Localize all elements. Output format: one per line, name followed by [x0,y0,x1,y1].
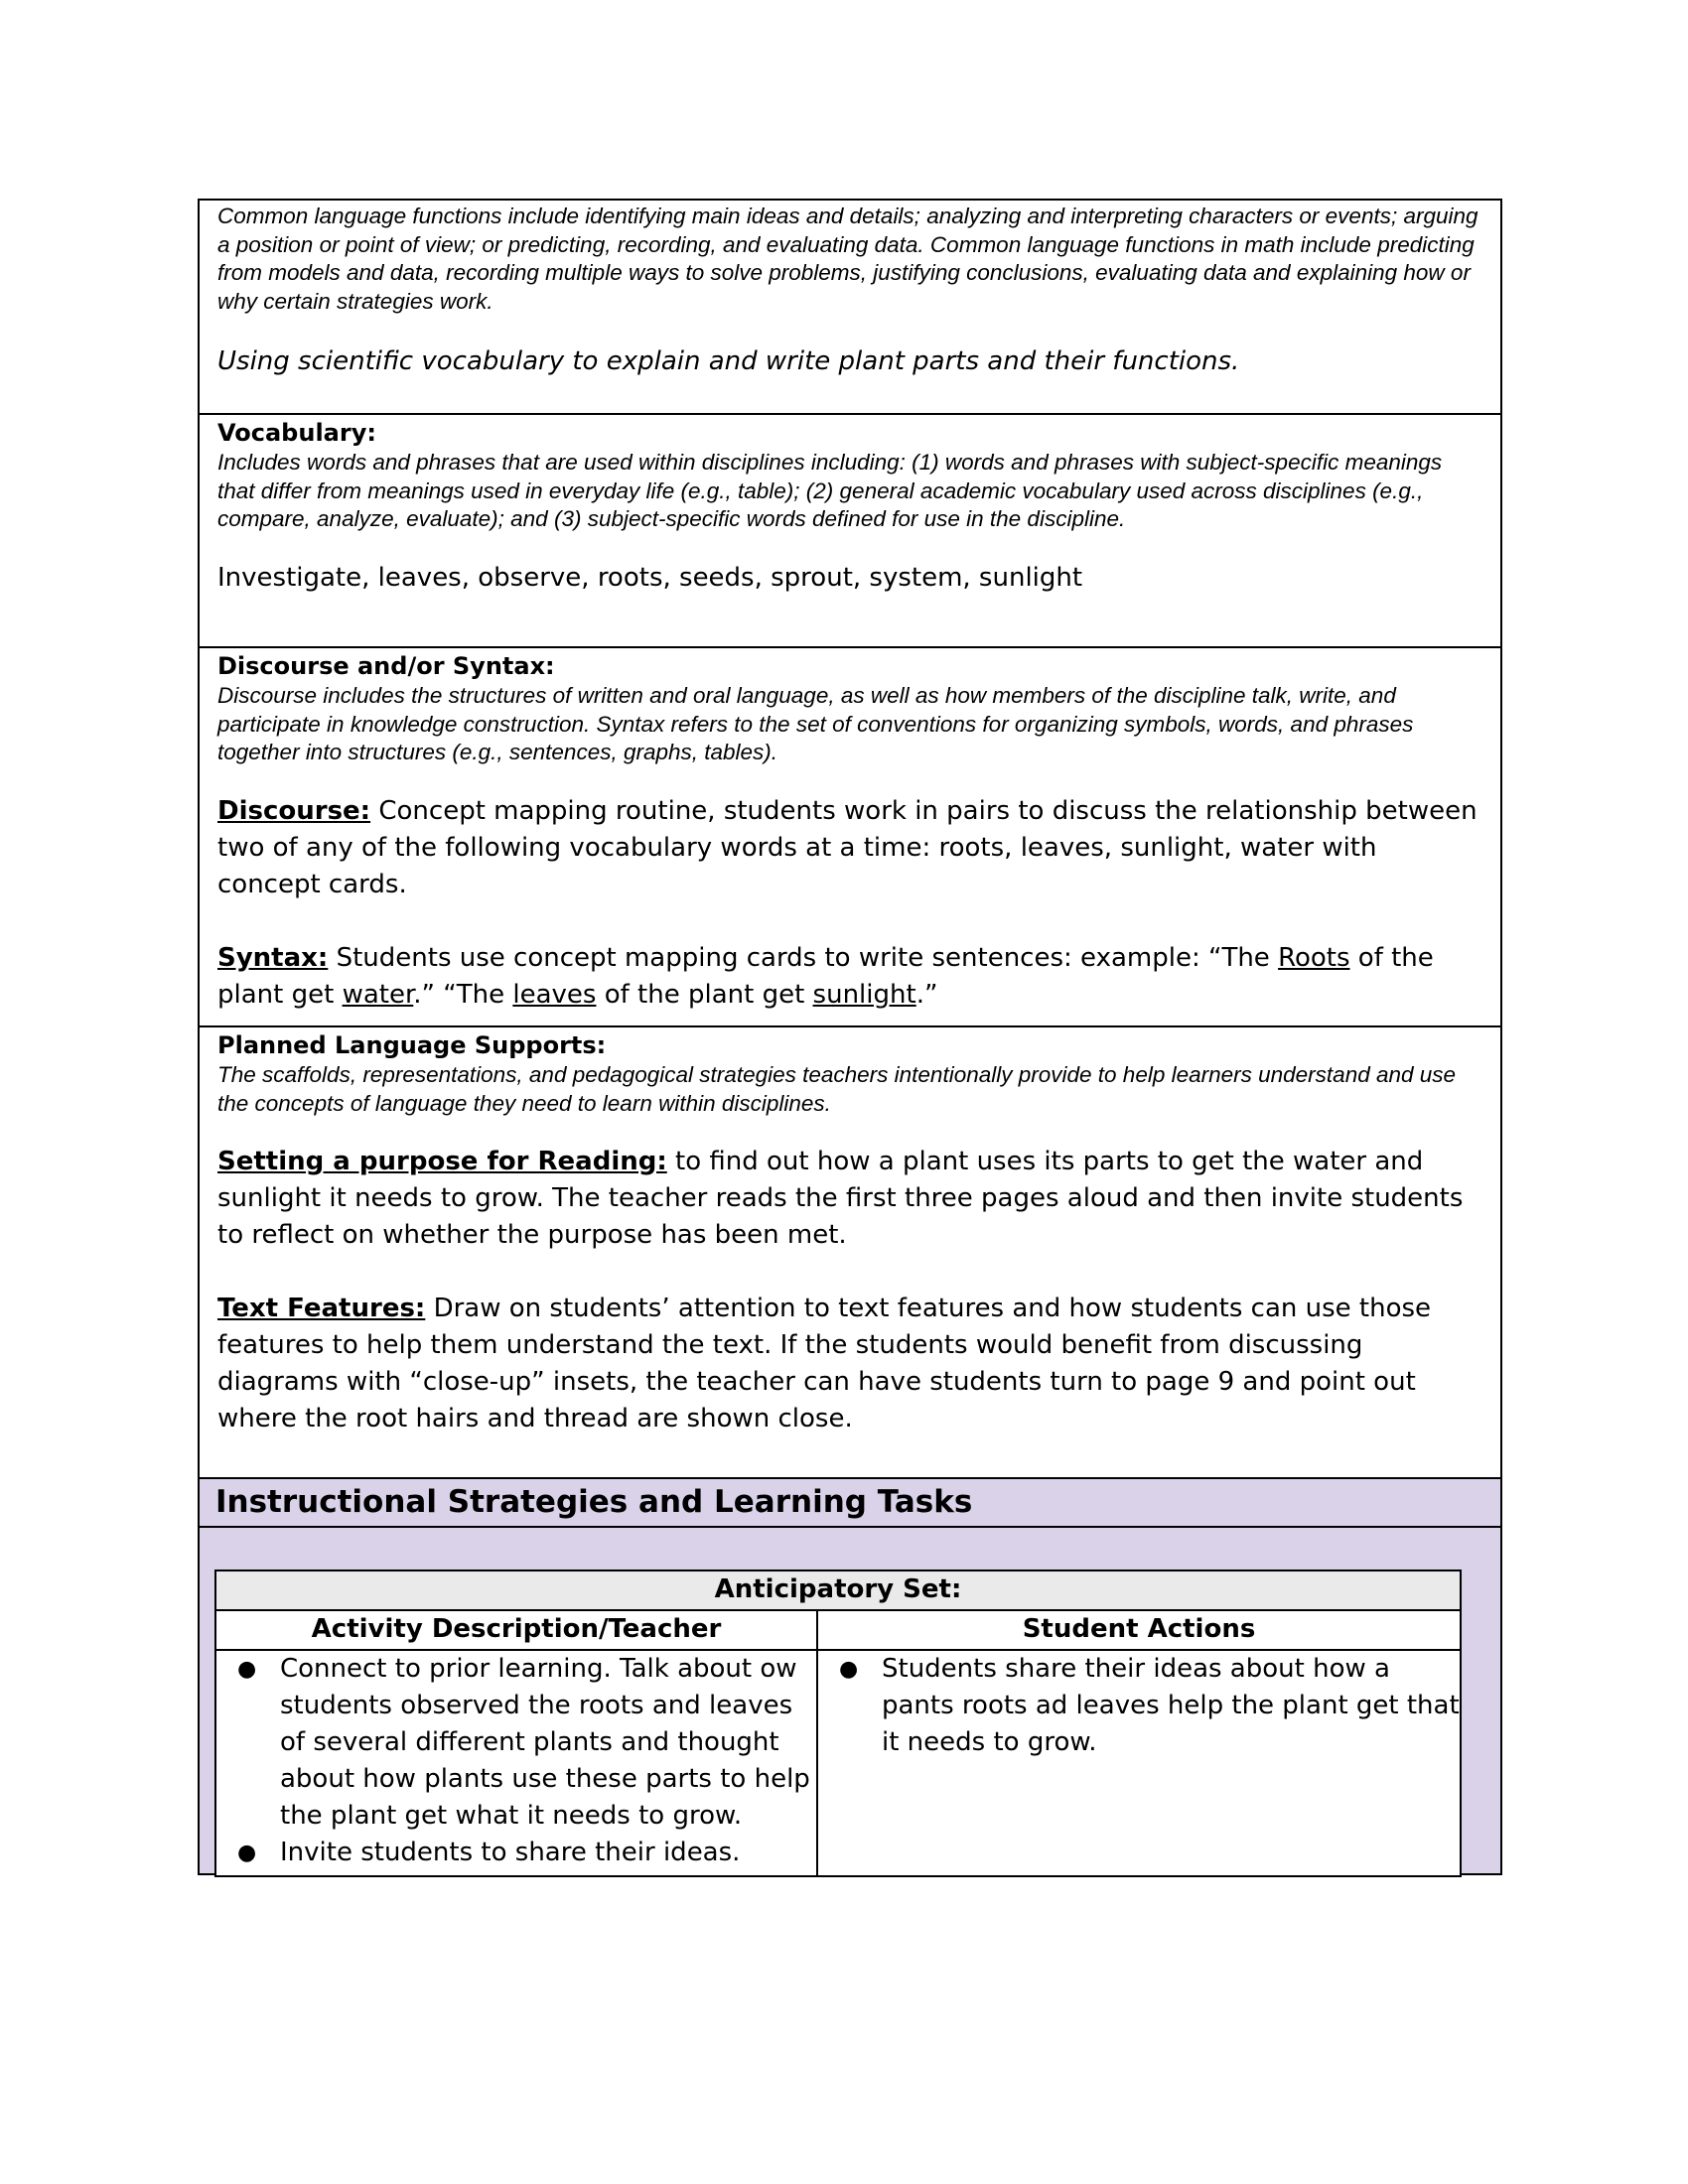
syntax-word-water: water [342,979,414,1010]
discourse-syntax-help: Discourse includes the structures of written and oral language, as well as how members of the discipline talk, write, and participate in knowledge construction. Syntax refers to the set of conventions for organizing symbols, words, and phrases together into structures (e.g., sentences, graphs, tables). [217,683,1414,764]
language-function-help: Common language functions include identifying main ideas and details; analyzing and interpreting characters or events; arguing a position or point of view; or predicting, recording, and evaluating data. Common language functions in math include predicting from models and data, recording multiple ways to solve problems, justifying conclusions, evaluating data and explaining how or why certain strategies work. [217,204,1478,314]
discourse-syntax-title: Discourse and/or Syntax: [217,652,555,680]
syntax-text-5: .” [915,979,938,1010]
syntax-label: Syntax: [217,942,329,973]
language-function-section [200,201,1500,415]
anticipatory-set-caption: Anticipatory Set: [215,1570,1461,1610]
teacher-activity-list [216,1651,816,1871]
text-features-paragraph [217,1291,1482,1437]
lesson-plan-frame [198,199,1502,1875]
instructional-strategies-header [200,1479,1500,1528]
language-supports-title: Planned Language Supports: [217,1031,607,1059]
vocabulary-section [200,415,1500,648]
teacher-column-header: Activity Description/Teacher [215,1610,817,1650]
discourse-syntax-section [200,648,1500,1027]
student-actions-cell [817,1650,1461,1876]
syntax-text-2: of the plant get [217,942,1434,1010]
syntax-text-3: .” “The [413,979,513,1010]
discourse-paragraph [217,793,1482,903]
bullet-icon: ● [237,1841,257,1865]
instructional-strategies-body [200,1528,1500,1873]
student-column-header: Student Actions [817,1610,1461,1650]
bullet-icon: ● [839,1657,859,1682]
purpose-text: to find out how a plant uses its parts to get the water and sunlight it needs to grow. The teacher reads the first three pages aloud and then invite students to reflect on whether the purpose has been met. [217,1147,1464,1250]
vocabulary-answer: Investigate, leaves, observe, roots, seeds, sprout, system, sunlight [217,562,1083,593]
vocabulary-help: Includes words and phrases that are used within disciplines including: (1) words and phrases with subject-specific meanings that differ from meanings used in everyday life (e.g., table); (2) general academic vocabulary used across disciplines (e.g., compare, analyze, evaluate); and (3) subject-specific words defined for use in the discipline. [217,450,1443,531]
language-function-answer: Using scientific vocabulary to explain and write plant parts and their functions. [217,346,1240,376]
instructional-strategies-heading: Instructional Strategies and Learning Tasks [215,1484,973,1520]
list-item [237,1651,816,1835]
syntax-word-leaves: leaves [512,979,597,1010]
text-features-text: Draw on students’ attention to text features and how students can use those features to help them understand the text. If the students would benefit from discussing diagrams with “close-up” insets, the teacher can have students turn to page 9 and point out where the root hairs and thread are shown close. [217,1294,1432,1433]
discourse-text: Concept mapping routine, students work in pairs to discuss the relationship between two of any of the following vocabulary words at a time: roots, leaves, sunlight, water with concept cards. [217,795,1477,899]
text-features-label: Text Features: [217,1294,426,1323]
syntax-word-roots: Roots [1278,942,1350,973]
purpose-paragraph [217,1144,1482,1254]
bullet-icon: ● [237,1657,257,1682]
language-supports-help: The scaffolds, representations, and pedagogical strategies teachers intentionally provide to help learners understand and use the concepts of language they need to learn within disciplines. [217,1062,1457,1116]
syntax-text-1: Students use concept mapping cards to write sentences: example: “The [328,942,1279,973]
list-item [839,1651,1460,1761]
discourse-label: Discourse: [217,795,371,826]
language-supports-section [200,1027,1500,1479]
student-actions-list [818,1651,1460,1761]
teacher-activity-cell [215,1650,817,1876]
purpose-label: Setting a purpose for Reading: [217,1147,667,1176]
teacher-item-text: Invite students to share their ideas. [280,1838,741,1867]
syntax-text-4: of the plant get [596,979,813,1010]
student-item-text: Students share their ideas about how a pants roots ad leaves help the plant get that it needs to grow. [882,1654,1460,1757]
syntax-paragraph [217,940,1482,1014]
teacher-item-text: Connect to prior learning. Talk about ow students observed the roots and leaves of several different plants and thought about how plants use these parts to help the plant get what it needs to grow. [280,1654,810,1831]
syntax-word-sunlight: sunlight [812,979,916,1010]
vocabulary-title: Vocabulary: [217,419,376,447]
list-item [237,1835,816,1871]
anticipatory-set-table [214,1570,1462,1877]
